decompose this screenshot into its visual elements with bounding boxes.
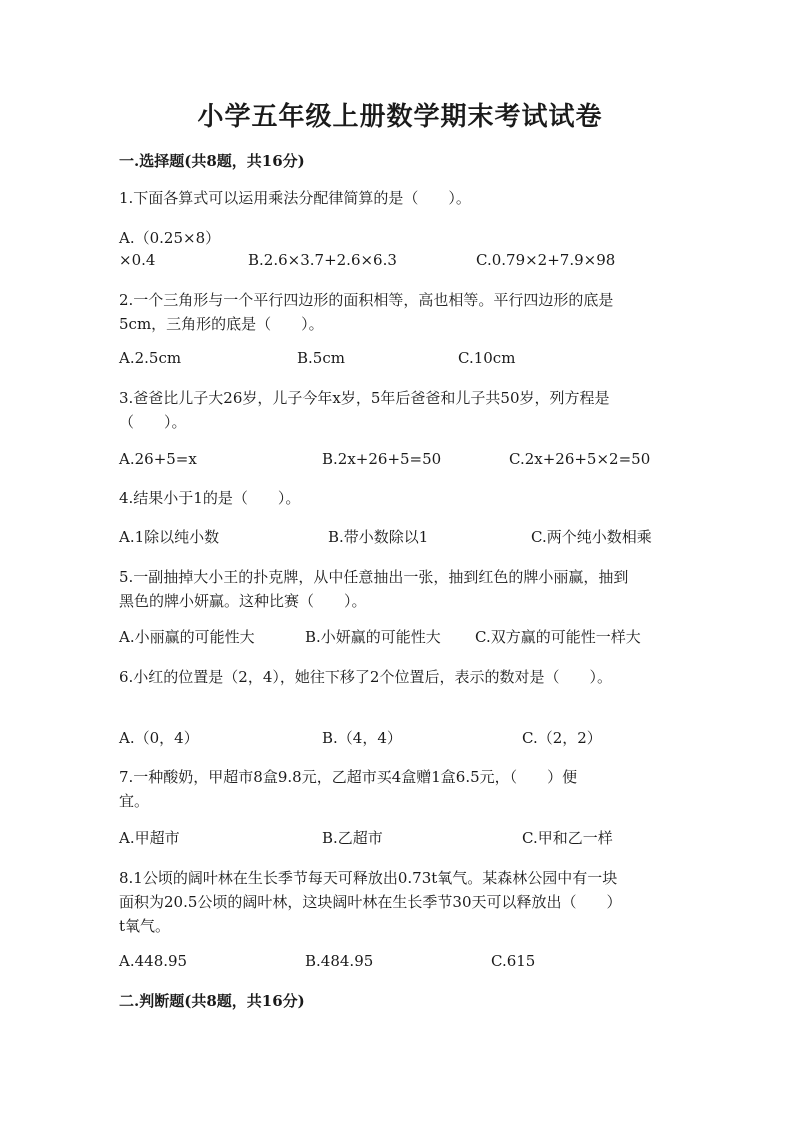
question-8-stem [119, 866, 694, 938]
question-5-stem [119, 565, 679, 613]
question-3-stem [119, 386, 679, 434]
question-2-option-a: A.2.5cm [119, 349, 182, 367]
question-2-option-b: B.5cm [297, 349, 345, 367]
question-4-option-a: A.1除以纯小数 [119, 528, 220, 546]
question-6-option-b: B.（4，4） [322, 729, 402, 747]
question-8-option-a: A.448.95 [119, 952, 188, 970]
question-8-option-c: C.615 [491, 952, 536, 970]
question-6-option-c: C.（2，2） [522, 729, 602, 747]
question-5-option-a: A.小丽赢的可能性大 [119, 628, 255, 646]
question-7-option-c: C.甲和乙一样 [522, 829, 613, 847]
question-1-option-a-cont: ×0.4 [119, 251, 156, 269]
question-5-option-b: B.小妍赢的可能性大 [305, 628, 441, 646]
section-heading-judgment: 二.判断题(共8题，共16分) [119, 992, 305, 1010]
question-2-stem-line-2: 5cm，三角形的底是（ ）。 [119, 315, 324, 333]
question-1-stem: 1.下面各算式可以运用乘法分配律简算的是（ ）。 [119, 189, 471, 207]
question-7-stem-line-2: 宜。 [119, 792, 150, 810]
question-6-option-a: A.（0，4） [119, 729, 199, 747]
question-4-option-c: C.两个纯小数相乘 [531, 528, 652, 546]
question-4-option-b: B.带小数除以1 [328, 528, 429, 546]
question-8-option-b: B.484.95 [305, 952, 374, 970]
question-3-option-a: A.26+5=x [119, 450, 197, 468]
question-4-stem: 4.结果小于1的是（ ）。 [119, 489, 301, 507]
question-7-stem [119, 765, 679, 813]
question-3-stem-line-1: 3.爸爸比儿子大26岁，儿子今年x岁，5年后爸爸和儿子共50岁，列方程是 [119, 389, 610, 407]
question-8-stem-line-2: 面积为20.5公顷的阔叶林，这块阔叶林在生长季节30天可以释放出（ ） [119, 893, 622, 911]
question-3-option-b: B.2x+26+5=50 [322, 450, 442, 468]
question-1-option-a: A.（0.25×8） [119, 229, 221, 247]
question-7-option-a: A.甲超市 [119, 829, 180, 847]
page-title: 小学五年级上册数学期末考试试卷 [197, 102, 603, 132]
question-5-option-c: C.双方赢的可能性一样大 [475, 628, 641, 646]
question-5-stem-line-1: 5.一副抽掉大小王的扑克牌，从中任意抽出一张，抽到红色的牌小丽赢，抽到 [119, 568, 629, 586]
question-1-option-b: B.2.6×3.7+2.6×6.3 [248, 251, 397, 269]
question-5-stem-line-2: 黑色的牌小妍赢。这种比赛（ ）。 [119, 592, 367, 610]
question-7-option-b: B.乙超市 [322, 829, 383, 847]
question-7-stem-line-1: 7.一种酸奶，甲超市8盒9.8元，乙超市买4盒赠1盒6.5元，（ ）便 [119, 768, 578, 786]
question-8-stem-line-1: 8.1公顷的阔叶林在生长季节每天可释放出0.73t氧气。某森林公园中有一块 [119, 869, 618, 887]
question-2-stem [119, 288, 679, 336]
question-3-stem-line-2: （ ）。 [119, 413, 187, 431]
question-8-stem-line-3: t氧气。 [119, 917, 171, 935]
question-6-stem: 6.小红的位置是（2，4），她往下移了2个位置后，表示的数对是（ ）。 [119, 668, 612, 686]
section-heading-choice: 一.选择题(共8题，共16分) [119, 152, 305, 170]
question-3-option-c: C.2x+26+5×2=50 [509, 450, 651, 468]
question-2-option-c: C.10cm [458, 349, 516, 367]
question-2-stem-line-1: 2.一个三角形与一个平行四边形的面积相等，高也相等。平行四边形的底是 [119, 291, 614, 309]
question-1-option-c: C.0.79×2+7.9×98 [476, 251, 616, 269]
